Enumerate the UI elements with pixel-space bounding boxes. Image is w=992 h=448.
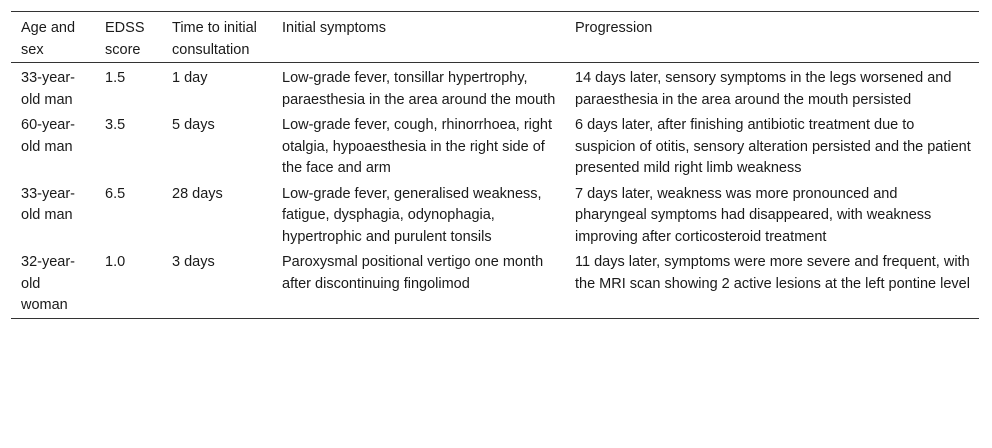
cell-initial-symptoms: Low-grade fever, cough, rhinorrhoea, right otalgia, hypoaesthesia in the right side of the face and arm — [282, 117, 553, 176]
cell-initial-symptoms: Paroxysmal positional vertigo one month after discontinuing fingolimod — [282, 254, 544, 292]
cell-edss-score: 6.5 — [105, 185, 126, 202]
cell-age-sex: 32-year-old woman — [21, 254, 75, 313]
header-age-sex: Age and sex — [21, 20, 76, 58]
cell-age-sex: 33-year-old man — [21, 185, 75, 223]
cell-time-to-consultation: 28 days — [172, 185, 223, 202]
cell-time-to-consultation: 1 day — [172, 70, 208, 86]
cell-edss-score: 3.5 — [105, 117, 126, 133]
cell-age-sex: 33-year-old man — [21, 70, 75, 108]
table-row — [11, 63, 979, 112]
cell-initial-symptoms: Low-grade fever, tonsillar hypertrophy, paraesthesia in the area around the mouth — [282, 70, 556, 108]
cell-initial-symptoms: Low-grade fever, generalised weakness, fatigue, dysphagia, odynophagia, hypertrophic and purulent tonsils — [282, 185, 542, 245]
table-row — [11, 248, 979, 318]
clinical-cases-table — [11, 11, 979, 319]
cell-time-to-consultation: 5 days — [172, 117, 215, 133]
cell-age-sex: 60-year-old man — [21, 117, 75, 155]
header-progression: Progression — [575, 20, 653, 36]
header-time-to-consultation: Time to initial consultation — [172, 20, 257, 58]
table-header — [11, 12, 979, 63]
clinical-cases-table-container — [11, 11, 979, 319]
header-row — [11, 12, 979, 63]
cell-edss-score: 1.0 — [105, 254, 126, 270]
table-body — [11, 63, 979, 319]
cell-edss-score: 1.5 — [105, 70, 126, 86]
cell-progression: 6 days later, after finishing antibiotic treatment due to suspicion of otitis, sensory alteration persisted and the patient presented mild right limb weakness — [575, 117, 971, 176]
cell-progression: 11 days later, symptoms were more severe and frequent, with the MRI scan showing 2 active lesions at the left pontine level — [575, 254, 970, 292]
cell-progression: 7 days later, weakness was more pronounced and pharyngeal symptoms had disappeared, with weakness improving after corticosteroid treatment — [575, 185, 932, 245]
cell-progression: 14 days later, sensory symptoms in the legs worsened and paraesthesia in the area around the mouth persisted — [575, 70, 952, 108]
table-row — [11, 180, 979, 249]
header-initial-symptoms: Initial symptoms — [282, 20, 386, 36]
table-row — [11, 111, 979, 180]
cell-time-to-consultation: 3 days — [172, 254, 215, 270]
header-edss-score: EDSS score — [105, 20, 145, 58]
